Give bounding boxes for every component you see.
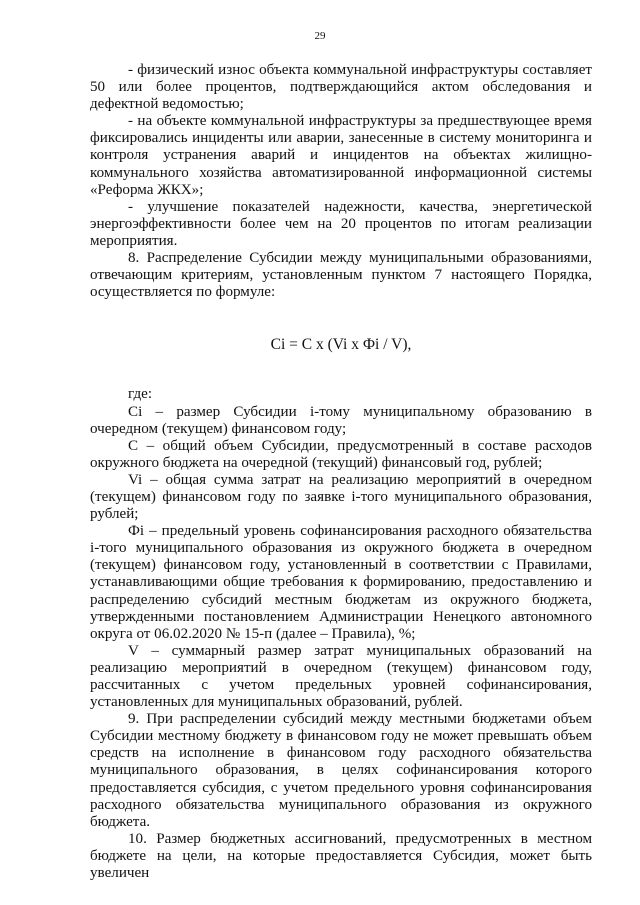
document-body xyxy=(90,62,592,882)
definition-c: С – общий объем Субсидии, предусмотренный в составе расходов окружного бюджета на очередной (текущий) финансовый год, рублей; xyxy=(90,437,592,471)
definition-vi: Vi – общая сумма затрат на реализацию мероприятий в очередном (текущем) финансовом году по заявке i-того муниципального образования, рублей; xyxy=(90,471,592,523)
criterion-wear: - физический износ объекта коммунальной инфраструктуры составляет 50 или более процентов, подтверждающийся актом обследования и дефектной ведомостью; xyxy=(90,62,592,113)
paragraph-10: 10. Размер бюджетных ассигнований, предусмотренных в местном бюджете на цели, на которые предоставляется Субсидия, может быть увеличен xyxy=(90,830,592,882)
definition-fi: Фi – предельный уровень софинансирования расходного обязательства i-того муниципального образования из окружного бюджета в очередном (текущем) финансовом году, установленный в соответствии с Правилами, устанавливающими общие требования к формированию, предоставлению и распределению субсидий местным бюджетам из окружного бюджета, утвержденными постановлением Администрации Ненецкого автономного округа от 06.02.2020 № 15-п (далее – Правила), %; xyxy=(90,523,592,642)
criterion-incidents: - на объекте коммунальной инфраструктуры за предшествующее время фиксировались инциденты или аварии, занесенные в систему мониторинга и контроля устранения аварий и инцидентов на объектах жилищно-коммунального хозяйства автоматизированной информационной системы «Реформа ЖКХ»; xyxy=(90,113,592,198)
paragraph-8: 8. Распределение Субсидии между муниципальными образованиями, отвечающим критериям, установленным пунктом 7 настоящего Порядка, осуществляется по формуле: xyxy=(90,250,592,301)
definition-ci: Ci – размер Субсидии i-тому муниципальному образованию в очередном (текущем) финансовом году; xyxy=(90,403,592,437)
criterion-efficiency: - улучшение показателей надежности, качества, энергетической энергоэффективности более чем на 20 процентов по итогам реализации мероприятия. xyxy=(90,198,592,249)
where-label: где: xyxy=(128,386,153,403)
definition-v: V – суммарный размер затрат муниципальных образований на реализацию мероприятий в очередном (текущем) финансовом году, рассчитанных с учетом предельных уровней софинансирования, установленных для муниципальных образований, рублей. xyxy=(90,642,592,711)
paragraph-9: 9. При распределении субсидий между местными бюджетами объем Субсидии местному бюджету в финансовом году не может превышать объем средств на исполнение в финансовом году расходного обязательства муниципального образования, в целях софинансирования которого предоставляется субсидия, с учетом предельного уровня софинансирования расходного обязательства муниципального образования из окружного бюджета. xyxy=(90,711,592,830)
distribution-formula: Ci = C x (Vi x Фi / V), xyxy=(270,336,412,354)
page-number: 29 xyxy=(314,30,326,42)
